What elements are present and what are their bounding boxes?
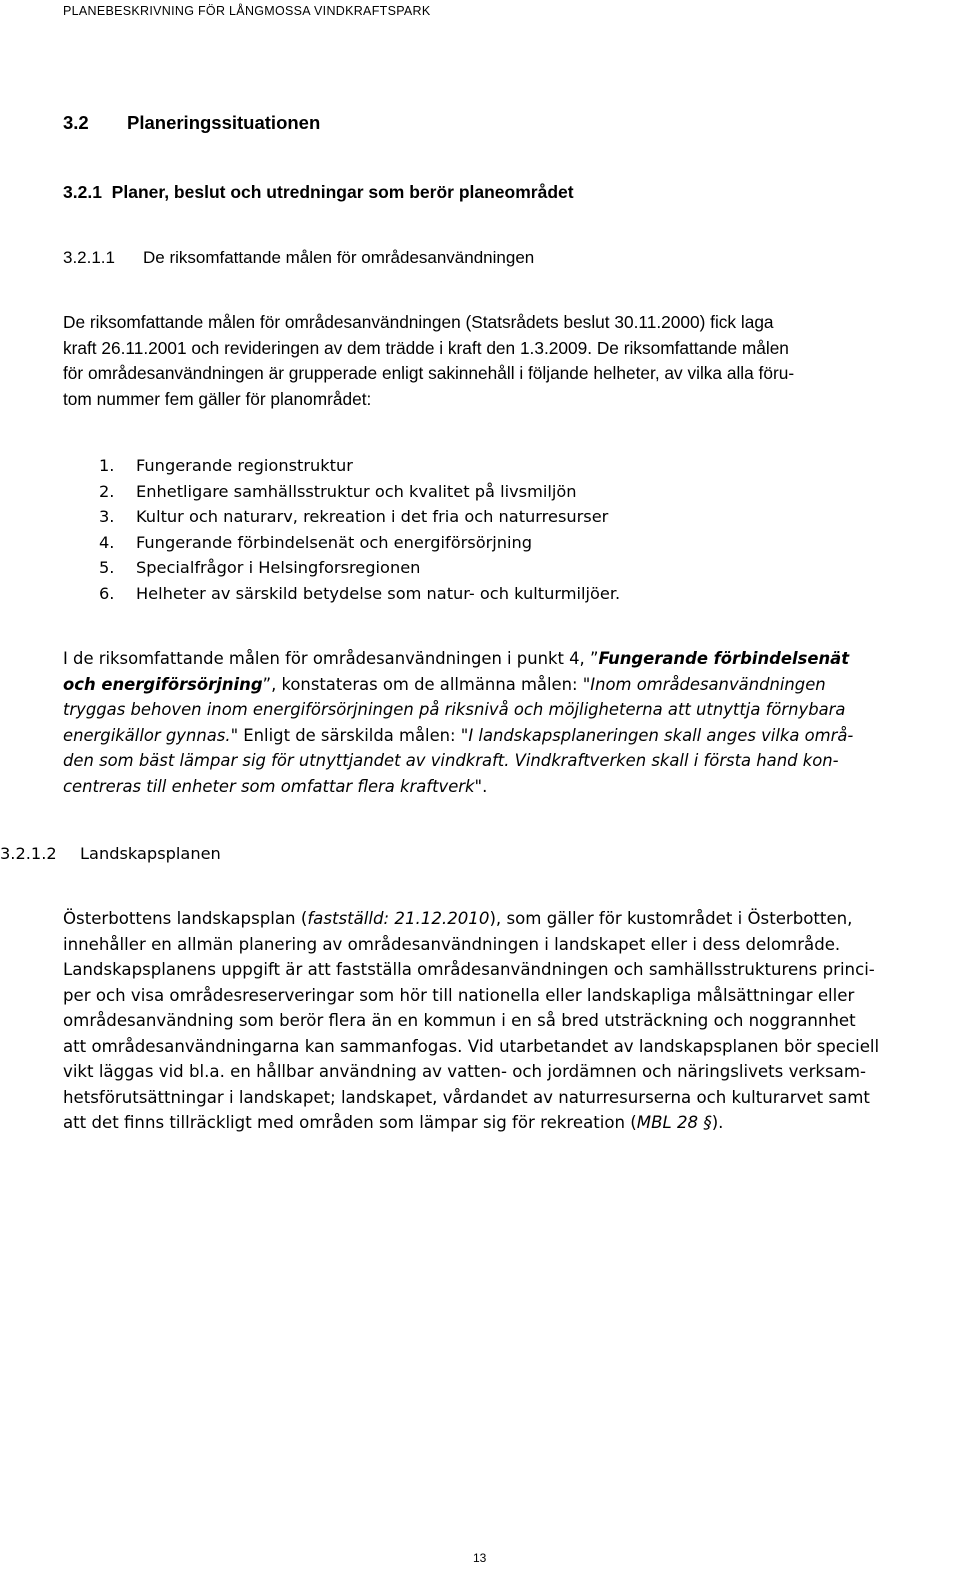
- quote-text: tryggas behoven inom energiförsörjningen på riksnivå och möjligheterna att utnyttja förnybara: [63, 700, 846, 719]
- list-number: 5.: [99, 558, 115, 577]
- list-item: [99, 504, 620, 530]
- text-line: för områdesanvändningen är grupperade enligt sakinnehåll i följande helheter, av vilka alla föru-: [63, 363, 795, 383]
- section-heading-3-2-1: [63, 182, 574, 203]
- text-line: hetsförutsättningar i landskapet; landskapet, vårdandet av naturresurserna och kulturarvet samt: [63, 1087, 870, 1107]
- energy-goals-paragraph: [63, 646, 955, 799]
- emphasis-text: MBL 28 §: [636, 1113, 712, 1132]
- section-title: Planer, beslut och utredningar som berör planeområdet: [111, 182, 574, 202]
- goals-list: [99, 453, 620, 606]
- text-line: [63, 723, 955, 749]
- text-line: [63, 906, 957, 932]
- emphasis-text: och energiförsörjning: [63, 674, 263, 694]
- text-line: områdesanvändning som berör flera än en kommun i en så bred utsträckning och noggrannhet: [63, 1011, 856, 1030]
- section-heading-3-2-1-2: [0, 844, 221, 863]
- text-line: [63, 672, 955, 698]
- text-run: ”, konstateras om de allmänna målen: ": [262, 674, 591, 694]
- text-line: [63, 697, 955, 723]
- text-line: [63, 774, 955, 800]
- section-number: 3.2.1.1: [63, 248, 115, 267]
- text-run: Österbottens landskapsplan (: [63, 909, 308, 928]
- quote-text: centreras till enheter som omfattar flera kraftverk: [63, 776, 475, 796]
- text-line: att områdesanvändningarna kan sammanfogas. Vid utarbetandet av landskapsplanen bör speciell: [63, 1036, 880, 1056]
- list-number: 3.: [99, 507, 115, 526]
- page-number: 13: [473, 1551, 487, 1565]
- text-line: kraft 26.11.2001 och revideringen av dem trädde i kraft den 1.3.2009. De riksomfattande målen: [63, 337, 789, 358]
- list-number: 4.: [99, 532, 115, 552]
- section-title: Landskapsplanen: [80, 844, 221, 863]
- list-item: [99, 453, 620, 479]
- list-number: 2.: [99, 481, 115, 501]
- text-line: [63, 646, 955, 672]
- section-title: Planeringssituationen: [127, 112, 321, 133]
- text-run: att det finns tillräckligt med områden som lämpar sig för rekreation (: [63, 1113, 637, 1132]
- text-run: " Enligt de särskilda målen: ": [230, 725, 469, 745]
- landscape-plan-paragraph: [63, 906, 957, 1136]
- text-run: I de riksomfattande målen för områdesanvändningen i punkt 4, ”: [63, 649, 599, 668]
- list-item: [99, 530, 620, 556]
- text-line: [63, 748, 955, 774]
- list-text: Fungerande regionstruktur: [136, 456, 353, 475]
- list-item: [99, 555, 620, 581]
- intro-paragraph: [63, 310, 957, 412]
- list-text: Enhetligare samhällsstruktur och kvalitet på livsmiljön: [136, 481, 577, 501]
- section-number: 3.2.1.2: [0, 844, 57, 863]
- list-item: [99, 479, 620, 505]
- running-header: PLANEBESKRIVNING FÖR LÅNGMOSSA VINDKRAFTSPARK: [63, 4, 431, 18]
- text-line: De riksomfattande målen för områdesanvändningen (Statsrådets beslut 30.11.2000) fick laga: [63, 312, 774, 332]
- emphasis-text: fastställd: 21.12.2010: [307, 909, 490, 928]
- text-line: per och visa områdesreserveringar som hör till nationella eller landskapliga målsättningar eller: [63, 985, 855, 1005]
- emphasis-text: Fungerande förbindelsenät: [598, 649, 850, 668]
- text-line: vikt läggas vid bl.a. en hållbar användning av vatten- och jordämnen och näringslivets verksam-: [63, 1062, 866, 1081]
- text-run: ".: [474, 776, 488, 796]
- text-line: Landskapsplanens uppgift är att fastställa områdesanvändningen och samhällsstrukturens princi-: [63, 960, 875, 979]
- section-title: De riksomfattande målen för områdesanvändningen: [143, 248, 535, 267]
- text-line: [63, 1110, 957, 1136]
- section-number: 3.2.1: [63, 182, 102, 202]
- list-text: Specialfrågor i Helsingforsregionen: [136, 558, 421, 577]
- section-heading-3-2: [63, 112, 320, 134]
- list-number: 1.: [99, 456, 115, 475]
- quote-text: energikällor gynnas.: [63, 725, 231, 745]
- list-text: Helheter av särskild betydelse som natur- och kulturmiljöer.: [136, 583, 621, 603]
- list-item: [99, 581, 620, 607]
- text-run: ), som gäller för kustområdet i Österbotten,: [489, 909, 853, 928]
- text-line: innehåller en allmän planering av områdesanvändningen i landskapet eller i dess delområde.: [63, 934, 841, 954]
- quote-text: Inom områdesanvändningen: [590, 674, 826, 694]
- section-number: 3.2: [63, 112, 89, 133]
- quote-text: den som bäst lämpar sig för utnyttjandet av vindkraft. Vindkraftverken skall i första hand kon-: [63, 751, 839, 770]
- list-text: Fungerande förbindelsenät och energiförsörjning: [136, 532, 533, 552]
- list-text: Kultur och naturarv, rekreation i det fria och naturresurser: [136, 507, 609, 526]
- text-run: ).: [711, 1113, 724, 1132]
- section-heading-3-2-1-1: [63, 248, 534, 268]
- list-number: 6.: [99, 583, 115, 603]
- text-line: tom nummer fem gäller för planområdet:: [63, 388, 372, 409]
- quote-text: I landskapsplaneringen skall anges vilka områ-: [468, 725, 854, 745]
